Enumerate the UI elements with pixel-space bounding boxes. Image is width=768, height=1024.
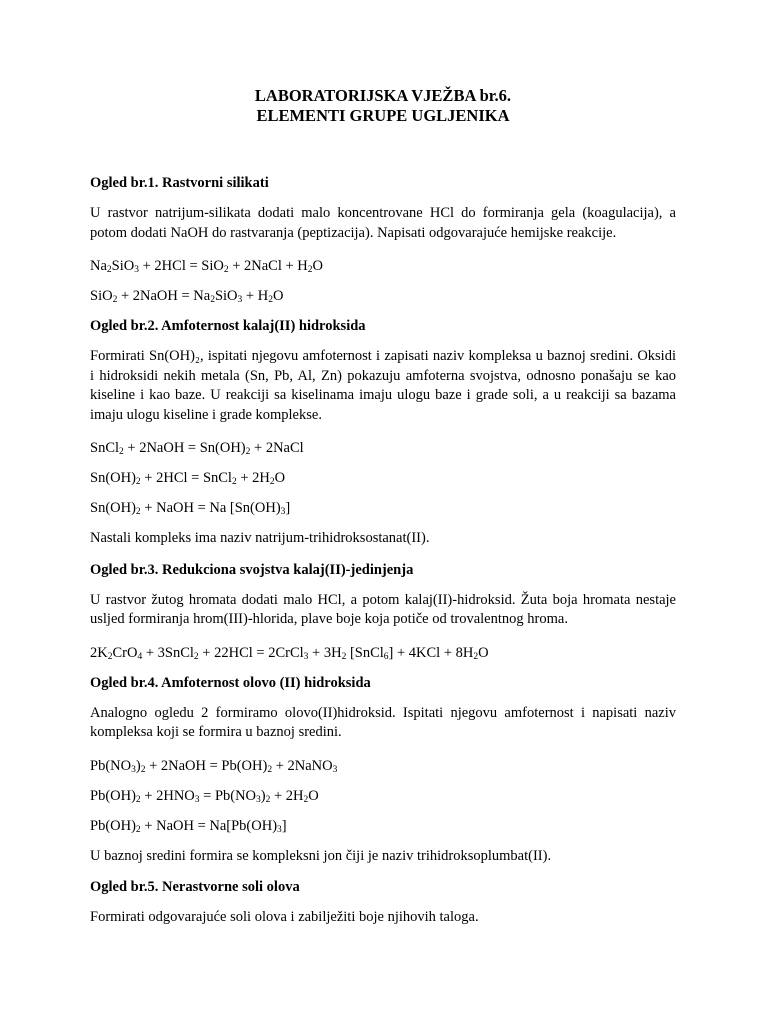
equation: SnCl$_2$ + 2NaOH = $Sn(OH)_2$ + 2NaCl [90, 440, 304, 457]
section-4-note: U baznoj sredini formira se kompleksni jon čiji je naziv trihidroksoplumbat(II). [90, 847, 552, 864]
equation: $Pb(NO_3)_2$ + 2NaOH = $Pb(OH)_2$ + 2NaNO$_3$ [90, 757, 338, 775]
document-page [90, 86, 676, 928]
section-5-text: Formirati odgovarajuće soli olova i zabilježiti boje njihovih taloga. [90, 909, 479, 925]
section-2-note: Nastali kompleks ima naziv natrijum-trihidroksostanat(II). [90, 530, 430, 546]
section-4-heading: Ogled br.4. Amfoternost olovo (II) hidroksida [90, 674, 371, 691]
section-1-heading: Ogled br.1. Rastvorni silikati [90, 175, 269, 191]
section-2-heading: Ogled br.2. Amfoternost kalaj(II) hidroksida [90, 318, 366, 334]
equation: $2K_2CrO_4$ + 3SnCl$_2$ + 22HCl = 2CrCl$_3$ + $3H_2$ [SnCl$_6$] + $4KCl + 8H_2O$ [90, 644, 489, 662]
equation: $Pb(OH)_2 + 2HNO_3 = Pb(NO_3)_2 + 2H_2O$ [90, 787, 319, 805]
equation: SiO$_2$ + 2NaOH = $Na_2SiO_3 + H_2O$ [90, 288, 284, 305]
section-1-text: U rastvor natrijum-silikata dodati malo koncentrovane HCl do formiranja gela (koagulacija), a potom dodati NaOH do rastvaranja (peptizacija). Napisati odgovarajuće hemijske reakcije. [90, 205, 676, 241]
section-3-text: U rastvor žutog hromata dodati malo HCl, a potom kalaj(II)-hidroksid. Žuta boja hromata nestaje usljed formiranja hrom(III)-hlorida, plave boje koja potiče od trovalentnog hroma. [90, 591, 676, 627]
section-5-heading: Ogled br.5. Nerastvorne soli olova [90, 879, 300, 895]
equation: $Sn(OH)_2$ + NaOH = Na $[Sn(OH)_3]$ [90, 500, 291, 517]
equation: $Sn(OH)_2 + 2HCl$ = SnCl$_2$ + $2H_2O$ [90, 470, 286, 487]
equation: $Na_2SiO_3 + 2HCl = SiO_2$ + 2NaCl + $H_2O$ [90, 258, 324, 275]
section-3-heading: Ogled br.3. Redukciona svojstva kalaj(II)-jedinjenja [90, 561, 414, 578]
section-4-text: Analogno ogledu 2 formiramo olovo(II)hidroksid. Ispitati njegovu amfoternost i napisati naziv kompleksa koji se formira u baznoj sredini. [90, 704, 676, 740]
document-title-line-1: LABORATORIJSKA VJEŽBA br.6. [254, 86, 512, 105]
document-title-line-2: ELEMENTI GRUPE UGLJENIKA [256, 106, 510, 125]
equation: $Pb(OH)_2$ + NaOH = $Na[Pb(OH)_3]$ [90, 817, 287, 835]
section-2-text: Formirati Sn(OH)₂, ispitati njegovu amfoternost i zapisati naziv kompleksa u baznoj sredini. Oksidi i hidroksidi nekih metala (Sn, Pb, Al, Zn) pokazuju amfoterna svojstva, odnosno ponašaju se kao kiseline i kao baze. U reakciji sa kiselinama imaju ulogu baze i grade soli, a u reakciji sa bazama imaju ulogu kiseline i grade komplekse. [90, 348, 676, 423]
